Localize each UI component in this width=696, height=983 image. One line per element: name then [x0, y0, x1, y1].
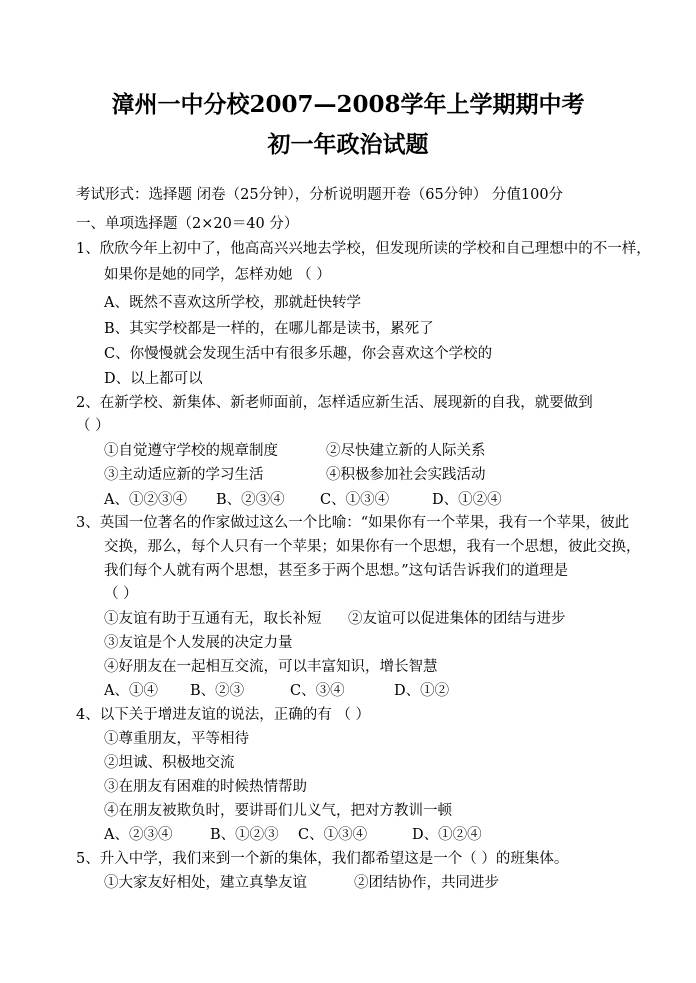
question-2-answer-b: B、②③④ [216, 492, 285, 508]
question-3-answer-a: A、①④ [104, 683, 158, 699]
question-3-item-2: ②友谊可以促进集体的团结与进步 [348, 611, 566, 627]
question-2-item-1: ①自觉遵守学校的规章制度 [104, 443, 278, 459]
question-2-item-4: ④积极参加社会实践活动 [326, 467, 486, 483]
exam-subtitle: 初一年政治试题 [267, 131, 429, 158]
question-2-stem-cont: （ ） [76, 418, 110, 434]
question-1-stem-cont: 如果你是她的同学，怎样劝她 （ ） [104, 267, 331, 283]
question-3-stem-cont-2: 我们每个人就有两个思想，甚至多于两个思想。”这句话告诉我们的道理是 [104, 563, 569, 579]
question-2-answer-c: C、①③④ [320, 492, 390, 508]
question-3-stem-cont-1: 交换，那么，每个人只有一个苹果；如果你有一个思想，我有一个思想，彼此交换， [104, 539, 641, 555]
question-1-option-c: C、你慢慢就会发现生活中有很多乐趣，你会喜欢这个学校的 [104, 346, 493, 362]
exam-info: 考试形式：选择题 闭卷（25分钟），分析说明题开卷（65分钟） 分值100分 [76, 187, 564, 203]
question-5-item-1: ①大家友好相处，建立真挚友谊 [104, 875, 307, 891]
question-2-answer-d: D、①②④ [432, 492, 502, 508]
question-4-item-3: ③在朋友有困难的时候热情帮助 [104, 779, 307, 795]
question-4-item-4: ④在朋友被欺负时，要讲哥们儿义气，把对方教训一顿 [104, 803, 452, 819]
question-2-answer-a: A、①②③④ [104, 492, 187, 508]
question-4-answer-b: B、①②③ [210, 827, 279, 843]
question-2-item-3: ③主动适应新的学习生活 [104, 467, 264, 483]
question-1-option-a: A、既然不喜欢这所学校，那就赶快转学 [104, 295, 361, 311]
question-4-answer-d: D、①②④ [412, 827, 482, 843]
question-3-item-4: ④好朋友在一起相互交流，可以丰富知识，增长智慧 [104, 659, 438, 675]
question-4-item-1: ①尊重朋友，平等相待 [104, 731, 249, 747]
question-5-stem: 5、升入中学，我们来到一个新的集体，我们都希望这是一个（ ）的班集体。 [76, 851, 569, 867]
question-3-item-3: ③友谊是个人发展的决定力量 [104, 635, 293, 651]
question-3-stem: 3、英国一位著名的作家做过这么一个比喻：“如果你有一个苹果，我有一个苹果，彼此 [76, 515, 630, 531]
question-2-stem: 2、在新学校、新集体、新老师面前，怎样适应新生活、展现新的自我，就要做到 [76, 395, 593, 411]
question-4-item-2: ②坦诚、积极地交流 [104, 755, 235, 771]
question-4-answer-a: A、②③④ [104, 827, 173, 843]
question-1-stem: 1、欣欣今年上初中了，他高高兴兴地去学校，但发现所读的学校和自己理想中的不一样， [76, 241, 651, 257]
question-3-answer-b: B、②③ [190, 683, 245, 699]
question-3-answer-c: C、③④ [290, 683, 345, 699]
exam-title: 漳州一中分校2007—2008学年上学期期中考 [111, 91, 585, 118]
section-heading: 一、单项选择题（2×20＝40 分） [76, 216, 299, 232]
question-1-option-d: D、以上都可以 [104, 371, 203, 387]
question-5-item-2: ②团结协作，共同进步 [354, 875, 499, 891]
question-3-stem-cont-3: （ ） [104, 586, 138, 602]
question-4-stem: 4、以下关于增进友谊的说法，正确的有 （ ） [76, 707, 370, 723]
question-2-item-2: ②尽快建立新的人际关系 [326, 443, 486, 459]
question-4-answer-c: C、①③④ [298, 827, 368, 843]
question-1-option-b: B、其实学校都是一样的，在哪儿都是读书，累死了 [104, 321, 434, 337]
question-3-answer-d: D、①② [394, 683, 450, 699]
question-3-item-1: ①友谊有助于互通有无，取长补短 [104, 611, 322, 627]
